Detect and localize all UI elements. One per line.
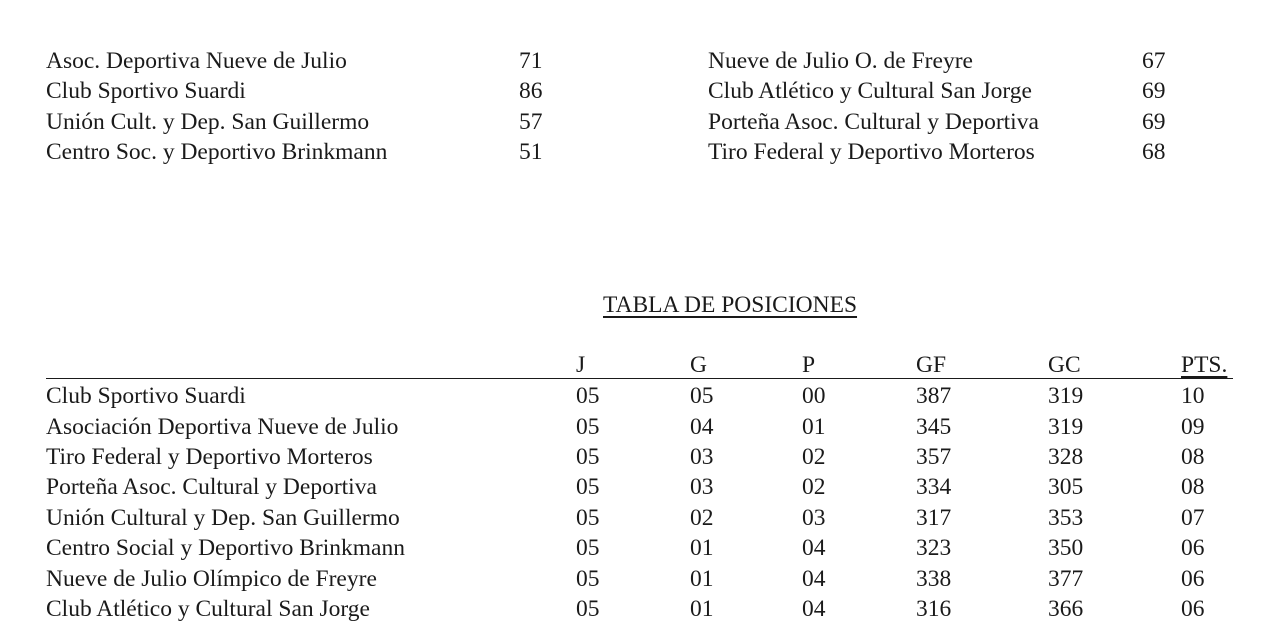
cell-j: 05 bbox=[576, 444, 600, 470]
cell-gc: 305 bbox=[1048, 474, 1084, 500]
standings-title: TABLA DE POSICIONES bbox=[603, 292, 858, 318]
cell-gf: 317 bbox=[916, 505, 952, 531]
table-row bbox=[0, 564, 1277, 594]
cell-gf: 334 bbox=[916, 474, 952, 500]
result-team: Tiro Federal y Deportivo Morteros bbox=[708, 139, 1035, 165]
cell-j: 05 bbox=[576, 566, 600, 592]
cell-pts: 09 bbox=[1181, 414, 1205, 440]
header-gf: GF bbox=[916, 352, 947, 378]
header-gc: GC bbox=[1048, 352, 1081, 378]
cell-gf: 338 bbox=[916, 566, 952, 592]
team-name: Club Atlético y Cultural San Jorge bbox=[46, 596, 370, 622]
cell-p: 02 bbox=[802, 444, 826, 470]
result-score: 67 bbox=[1142, 48, 1166, 74]
cell-p: 03 bbox=[802, 505, 826, 531]
team-name: Centro Social y Deportivo Brinkmann bbox=[46, 535, 405, 561]
standings-header bbox=[0, 350, 1277, 380]
cell-g: 01 bbox=[690, 535, 714, 561]
cell-g: 03 bbox=[690, 474, 714, 500]
cell-pts: 06 bbox=[1181, 596, 1205, 622]
result-team: Club Sportivo Suardi bbox=[46, 78, 246, 104]
cell-pts: 07 bbox=[1181, 505, 1205, 531]
header-divider bbox=[46, 378, 1233, 379]
table-row bbox=[0, 594, 1277, 624]
cell-gf: 345 bbox=[916, 414, 952, 440]
cell-p: 04 bbox=[802, 535, 826, 561]
table-row bbox=[0, 381, 1277, 411]
table-row bbox=[0, 412, 1277, 442]
cell-gc: 328 bbox=[1048, 444, 1084, 470]
cell-g: 03 bbox=[690, 444, 714, 470]
header-p: P bbox=[802, 352, 816, 378]
table-row bbox=[0, 472, 1277, 502]
cell-p: 00 bbox=[802, 383, 826, 409]
cell-j: 05 bbox=[576, 383, 600, 409]
result-score: 69 bbox=[1142, 78, 1166, 104]
cell-j: 05 bbox=[576, 414, 600, 440]
cell-j: 05 bbox=[576, 535, 600, 561]
result-team: Club Atlético y Cultural San Jorge bbox=[708, 78, 1032, 104]
result-team: Porteña Asoc. Cultural y Deportiva bbox=[708, 109, 1039, 135]
table-row bbox=[0, 442, 1277, 472]
cell-gf: 387 bbox=[916, 383, 952, 409]
cell-p: 01 bbox=[802, 414, 826, 440]
table-row bbox=[0, 533, 1277, 563]
cell-pts: 08 bbox=[1181, 474, 1205, 500]
cell-g: 04 bbox=[690, 414, 714, 440]
result-score: 57 bbox=[519, 109, 543, 135]
cell-g: 01 bbox=[690, 566, 714, 592]
result-score: 71 bbox=[519, 48, 543, 74]
cell-p: 02 bbox=[802, 474, 826, 500]
cell-gc: 366 bbox=[1048, 596, 1084, 622]
cell-p: 04 bbox=[802, 596, 826, 622]
cell-gc: 377 bbox=[1048, 566, 1084, 592]
cell-g: 02 bbox=[690, 505, 714, 531]
cell-p: 04 bbox=[802, 566, 826, 592]
result-team: Asoc. Deportiva Nueve de Julio bbox=[46, 48, 347, 74]
result-row bbox=[0, 137, 1277, 167]
result-score: 69 bbox=[1142, 109, 1166, 135]
result-score: 68 bbox=[1142, 139, 1166, 165]
cell-gf: 323 bbox=[916, 535, 952, 561]
team-name: Unión Cultural y Dep. San Guillermo bbox=[46, 505, 400, 531]
team-name: Club Sportivo Suardi bbox=[46, 383, 246, 409]
result-score: 86 bbox=[519, 78, 543, 104]
team-name: Tiro Federal y Deportivo Morteros bbox=[46, 444, 373, 470]
header-pts: PTS. bbox=[1181, 352, 1228, 378]
result-row bbox=[0, 46, 1277, 76]
cell-gc: 350 bbox=[1048, 535, 1084, 561]
cell-pts: 06 bbox=[1181, 566, 1205, 592]
cell-pts: 06 bbox=[1181, 535, 1205, 561]
cell-j: 05 bbox=[576, 596, 600, 622]
cell-pts: 10 bbox=[1181, 383, 1205, 409]
result-row bbox=[0, 107, 1277, 137]
result-team: Unión Cult. y Dep. San Guillermo bbox=[46, 109, 370, 135]
result-team: Centro Soc. y Deportivo Brinkmann bbox=[46, 139, 388, 165]
result-row bbox=[0, 76, 1277, 106]
cell-gc: 319 bbox=[1048, 414, 1084, 440]
cell-j: 05 bbox=[576, 505, 600, 531]
cell-j: 05 bbox=[576, 474, 600, 500]
team-name: Porteña Asoc. Cultural y Deportiva bbox=[46, 474, 377, 500]
cell-g: 01 bbox=[690, 596, 714, 622]
header-j: J bbox=[576, 352, 586, 378]
result-score: 51 bbox=[519, 139, 543, 165]
cell-gf: 357 bbox=[916, 444, 952, 470]
cell-gf: 316 bbox=[916, 596, 952, 622]
cell-gc: 319 bbox=[1048, 383, 1084, 409]
cell-pts: 08 bbox=[1181, 444, 1205, 470]
cell-gc: 353 bbox=[1048, 505, 1084, 531]
team-name: Asociación Deportiva Nueve de Julio bbox=[46, 414, 399, 440]
header-g: G bbox=[690, 352, 707, 378]
cell-g: 05 bbox=[690, 383, 714, 409]
table-row bbox=[0, 503, 1277, 533]
team-name: Nueve de Julio Olímpico de Freyre bbox=[46, 566, 377, 592]
result-team: Nueve de Julio O. de Freyre bbox=[708, 48, 973, 74]
